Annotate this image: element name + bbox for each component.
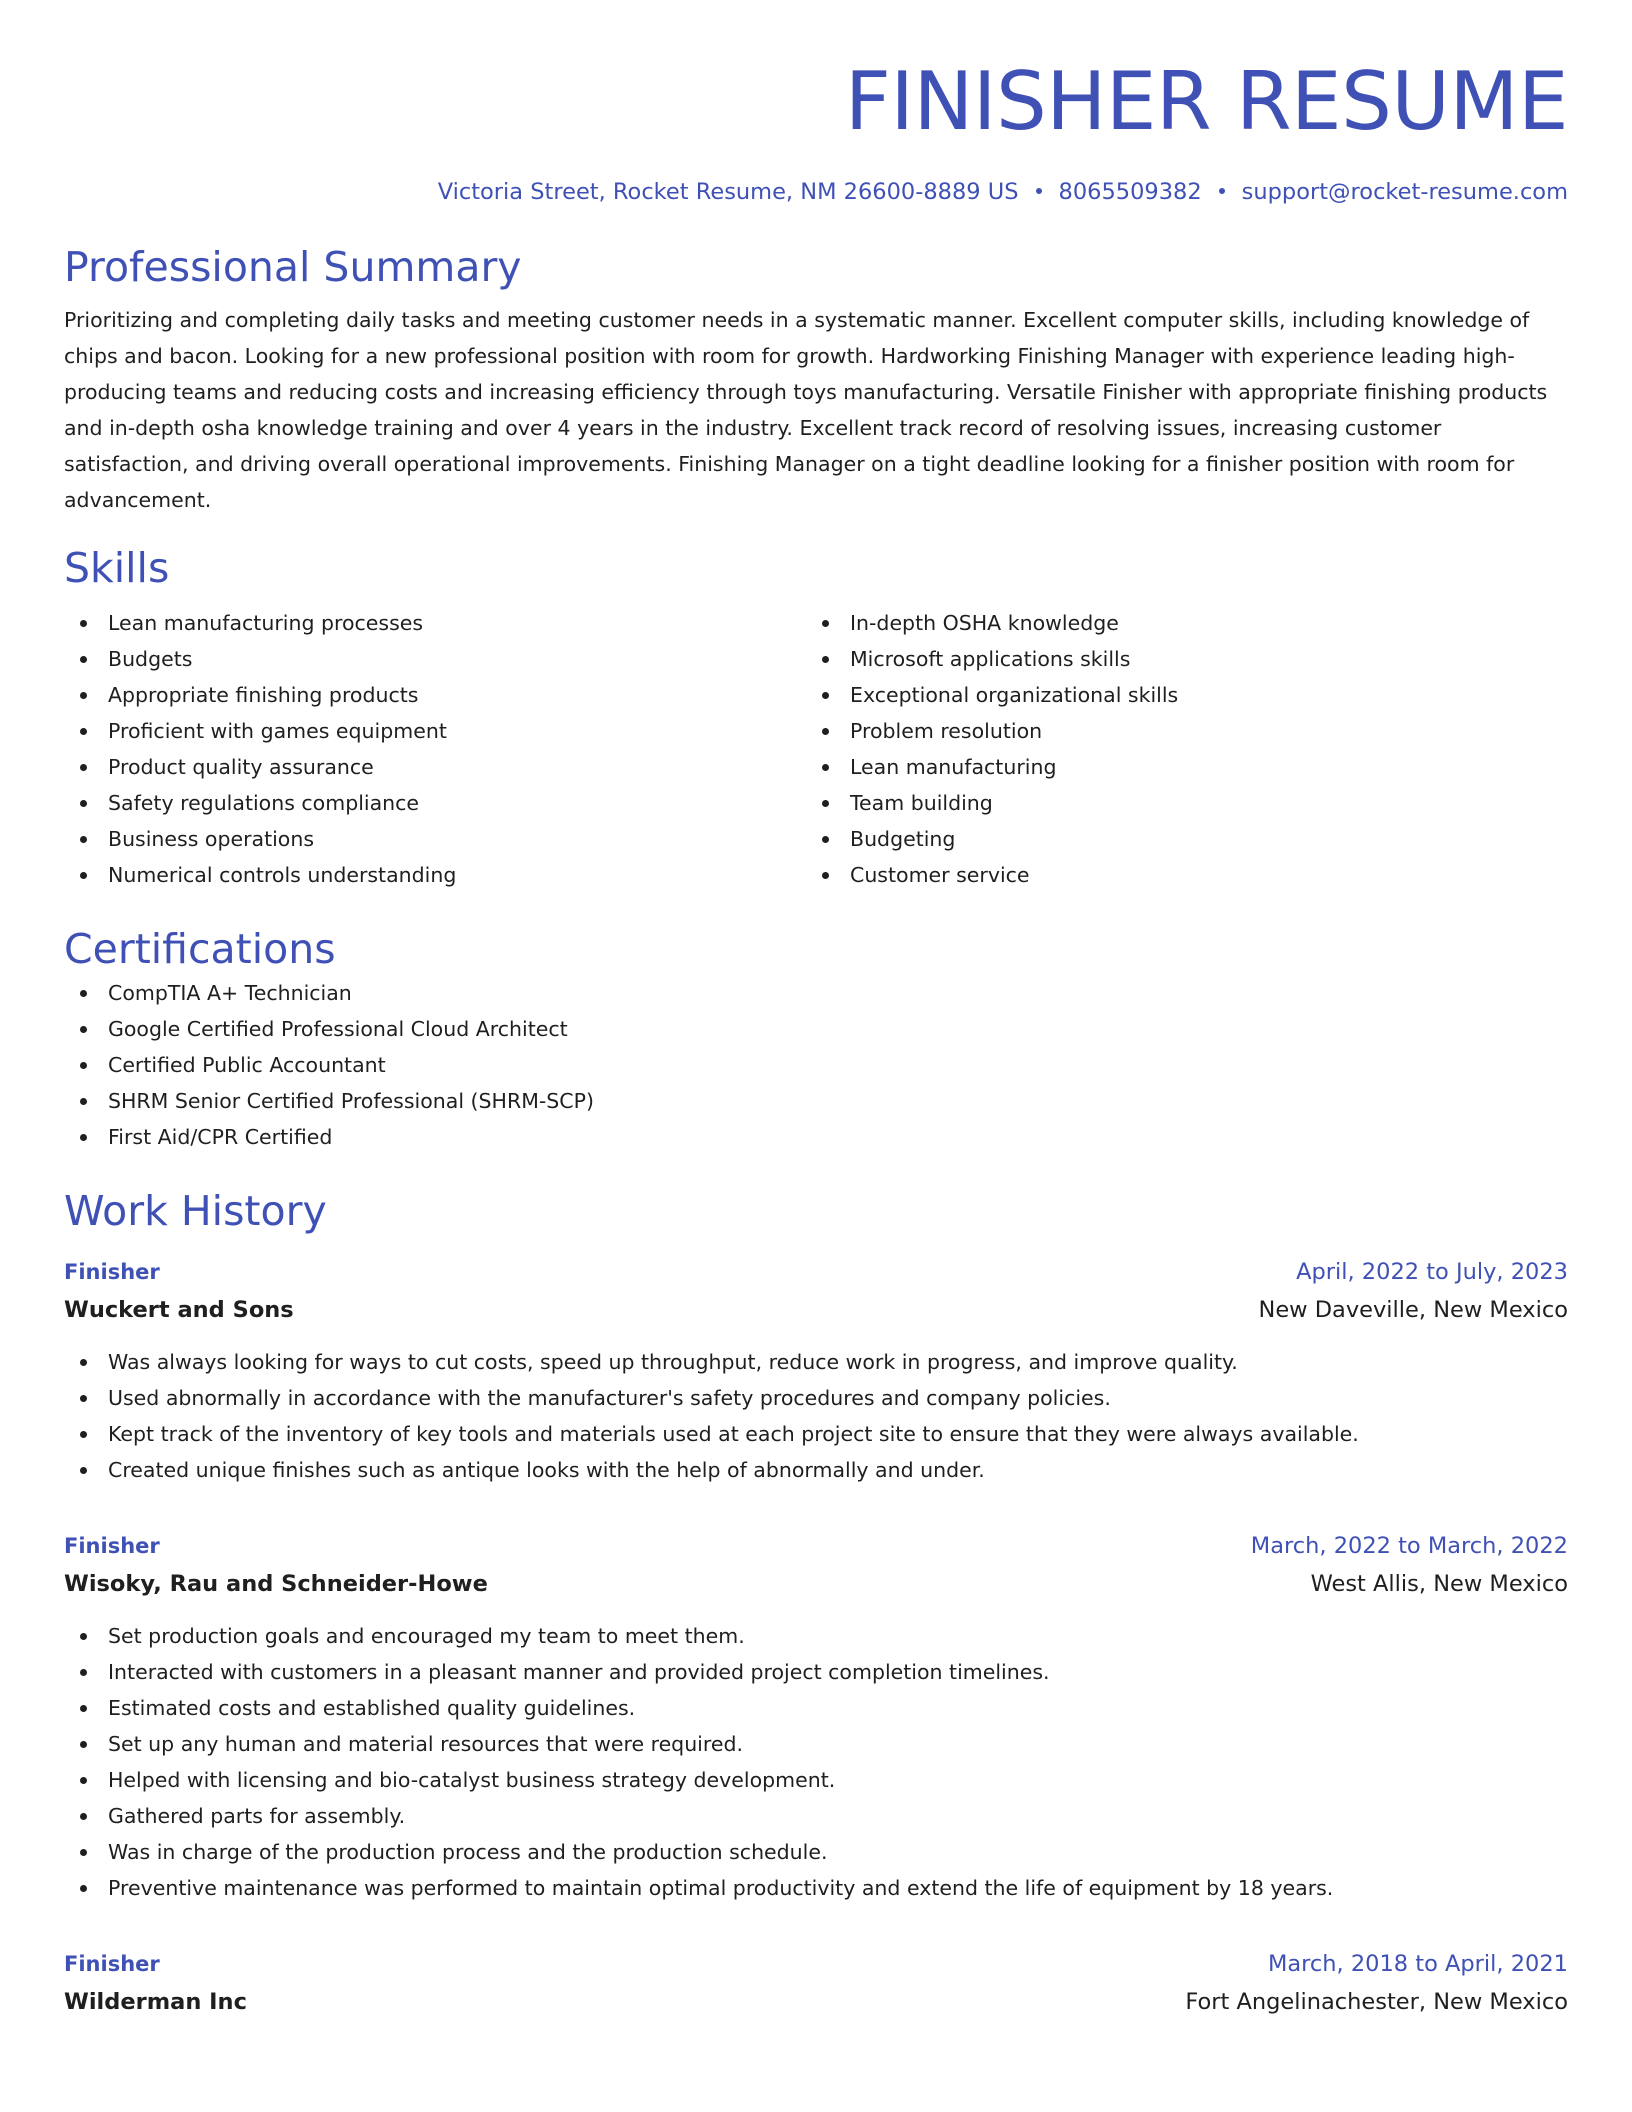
skills-grid bbox=[64, 605, 1568, 893]
contact-line bbox=[64, 179, 1568, 205]
job-company: Wilderman Inc bbox=[64, 1988, 247, 2015]
summary-text: Prioritizing and completing daily tasks and meeting customer needs in a systematic manner. Excellent computer skills, including knowledge of chips and bacon. Looking for a new professional position with room for growth. Hardworking Finishing Manager with experience leading high-producing teams and reducing costs and increasing efficiency through toys manufacturing. Versatile Finisher with appropriate finishing products and in-depth osha knowledge training and over 4 years in the industry. Excellent track record of resolving issues, increasing customer satisfaction, and driving overall operational improvements. Finishing Manager on a tight deadline looking for a finisher position with room for advancement. bbox=[64, 308, 1548, 513]
resume-page bbox=[64, 0, 1568, 2022]
job-duty: Created unique finishes such as antique looks with the help of abnormally and under. bbox=[64, 1452, 1568, 1488]
job-dates: April, 2022 to July, 2023 bbox=[1296, 1258, 1568, 1285]
certification-item: Certified Public Accountant bbox=[64, 1047, 1568, 1083]
job-location: Fort Angelinachester, New Mexico bbox=[1185, 1988, 1568, 2015]
contact-email: support@rocket-resume.com bbox=[1241, 179, 1568, 205]
skill-item: Customer service bbox=[806, 857, 1548, 893]
job-title: Finisher bbox=[64, 1533, 160, 1558]
certifications-list bbox=[64, 975, 1568, 1155]
job-duty: Was in charge of the production process and the production schedule. bbox=[64, 1834, 1568, 1870]
job-title: Finisher bbox=[64, 1259, 160, 1284]
skill-item: Lean manufacturing bbox=[806, 749, 1548, 785]
job-dates: March, 2018 to April, 2021 bbox=[1267, 1950, 1568, 1977]
job-duty: Preventive maintenance was performed to maintain optimal productivity and extend the life of equipment by 18 years. bbox=[64, 1870, 1568, 1906]
work-history-heading: Work History bbox=[64, 1186, 327, 1235]
job-duty: Set up any human and material resources that were required. bbox=[64, 1726, 1568, 1762]
job-duty: Estimated costs and established quality guidelines. bbox=[64, 1690, 1568, 1726]
job-company: Wuckert and Sons bbox=[64, 1296, 294, 1323]
skill-item: Proficient with games equipment bbox=[64, 713, 806, 749]
job-dates: March, 2022 to March, 2022 bbox=[1250, 1532, 1568, 1559]
skill-item: Product quality assurance bbox=[64, 749, 806, 785]
job-duty: Gathered parts for assembly. bbox=[64, 1798, 1568, 1834]
skill-item: Team building bbox=[806, 785, 1548, 821]
job-duty: Interacted with customers in a pleasant manner and provided project completion timelines. bbox=[64, 1654, 1568, 1690]
contact-address: Victoria Street, Rocket Resume, NM 26600-8889 US bbox=[437, 179, 1019, 205]
separator-dot bbox=[1036, 188, 1042, 194]
skills-list-right bbox=[806, 605, 1548, 893]
resume-name: FINISHER RESUME bbox=[844, 55, 1568, 148]
job-location: West Allis, New Mexico bbox=[1310, 1570, 1568, 1597]
contact-phone: 8065509382 bbox=[1058, 179, 1202, 205]
skill-item: Lean manufacturing processes bbox=[64, 605, 806, 641]
skill-item: Safety regulations compliance bbox=[64, 785, 806, 821]
job-duties bbox=[64, 1344, 1568, 1488]
certification-item: CompTIA A+ Technician bbox=[64, 975, 1568, 1011]
job-entry bbox=[64, 1946, 1568, 2022]
summary-heading: Professional Summary bbox=[64, 243, 522, 291]
separator-dot bbox=[1219, 188, 1225, 194]
job-duties bbox=[64, 1618, 1568, 1906]
skill-item: Microsoft applications skills bbox=[806, 641, 1548, 677]
job-duty: Was always looking for ways to cut costs, speed up throughput, reduce work in progress, and improve quality. bbox=[64, 1344, 1568, 1380]
skills-list-left bbox=[64, 605, 806, 893]
skill-item: Business operations bbox=[64, 821, 806, 857]
skill-item: Numerical controls understanding bbox=[64, 857, 806, 893]
skill-item: Budgets bbox=[64, 641, 806, 677]
certification-item: SHRM Senior Certified Professional (SHRM-SCP) bbox=[64, 1083, 1568, 1119]
job-title: Finisher bbox=[64, 1951, 160, 1976]
skill-item: Problem resolution bbox=[806, 713, 1548, 749]
job-entry bbox=[64, 1528, 1568, 1906]
certification-item: First Aid/CPR Certified bbox=[64, 1119, 1568, 1155]
skill-item: Appropriate finishing products bbox=[64, 677, 806, 713]
job-location: New Daveville, New Mexico bbox=[1258, 1296, 1568, 1323]
skill-item: In-depth OSHA knowledge bbox=[806, 605, 1548, 641]
job-entry bbox=[64, 1254, 1568, 1488]
job-duty: Helped with licensing and bio-catalyst business strategy development. bbox=[64, 1762, 1568, 1798]
certifications-heading: Certifications bbox=[64, 925, 336, 974]
certification-item: Google Certified Professional Cloud Architect bbox=[64, 1011, 1568, 1047]
job-duty: Kept track of the inventory of key tools and materials used at each project site to ensure that they were always available. bbox=[64, 1416, 1568, 1452]
skills-heading: Skills bbox=[64, 544, 170, 593]
job-duty: Used abnormally in accordance with the manufacturer's safety procedures and company policies. bbox=[64, 1380, 1568, 1416]
job-company: Wisoky, Rau and Schneider-Howe bbox=[64, 1570, 488, 1597]
skill-item: Budgeting bbox=[806, 821, 1548, 857]
skill-item: Exceptional organizational skills bbox=[806, 677, 1548, 713]
job-duty: Set production goals and encouraged my team to meet them. bbox=[64, 1618, 1568, 1654]
